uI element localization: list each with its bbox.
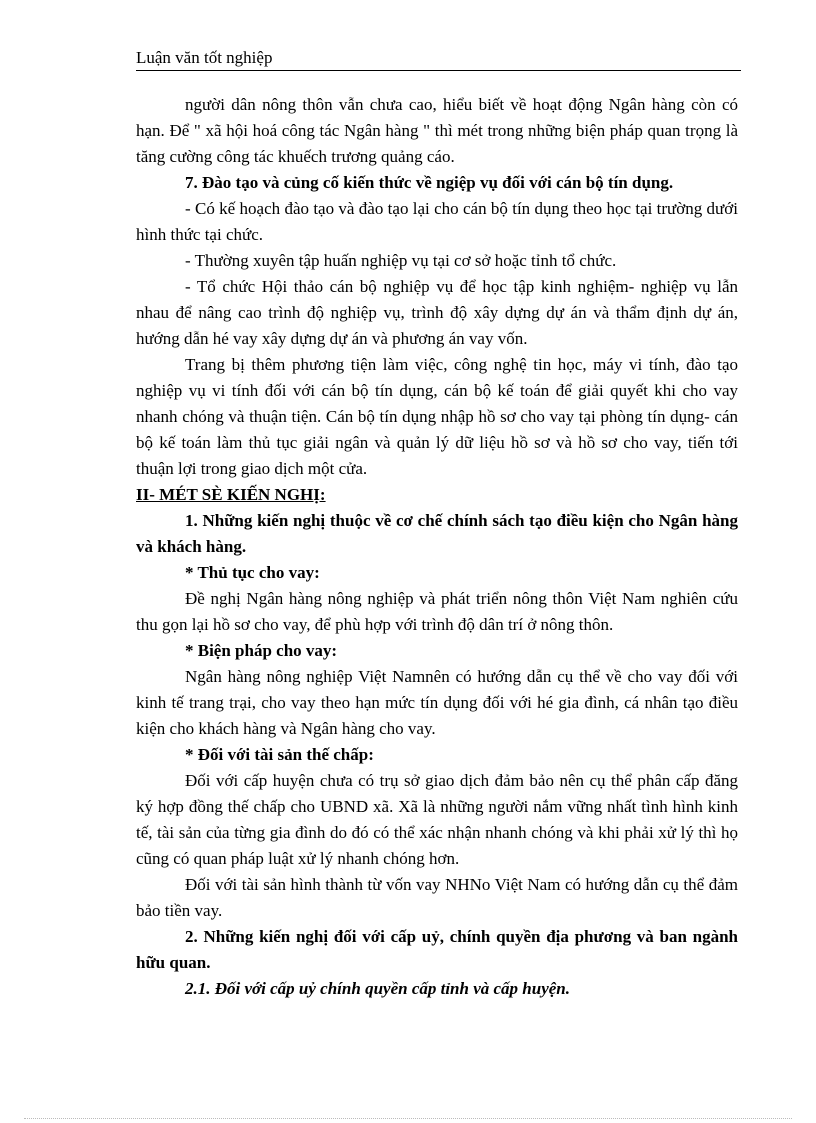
- paragraph-loan-measures: Ngân hàng nông nghiệp Việt Namnên có hướng dẫn cụ thể về cho vay đối với kinh tế trang trại, cho vay theo hạn mức tín dụng đối với hé gia đình, cá nhân tạo điều kiện cho khách hàng và Ngân hàng cho vay.: [136, 667, 738, 738]
- section-heading-7: 7. Đào tạo và củng cố kiến thức về ngiệp vụ đối với cán bộ tín dụng.: [185, 173, 674, 192]
- subsection-heading-2-1: 2.1. Đối với cấp uỷ chính quyền cấp tỉnh và cấp huyện.: [185, 979, 571, 998]
- paragraph-regular-training: - Thường xuyên tập huấn nghiệp vụ tại cơ sở hoặc tỉnh tổ chức.: [185, 251, 617, 270]
- subsection-heading-2: 2. Những kiến nghị đối với cấp uỷ, chính quyền địa phương và ban ngành hữu quan.: [136, 927, 738, 972]
- paragraph-loan-procedure: Đề nghị Ngân hàng nông nghiệp và phát triển nông thôn Việt Nam nghiên cứu thu gọn lại hồ sơ cho vay, để phù hợp với trình độ dân trí ở nông thôn.: [136, 589, 738, 634]
- paragraph-intro: người dân nông thôn vẫn chưa cao, hiểu biết về hoạt động Ngân hàng còn có hạn. Để " xã hội hoá công tác Ngân hàng " thì mét trong những biện pháp quan trọng là tăng cường công tác khuếch trương quảng cáo.: [136, 95, 738, 166]
- bullet-heading-collateral: * Đối với tài sản thế chấp:: [185, 745, 374, 764]
- header-title: Luận văn tốt nghiệp: [136, 48, 273, 67]
- page-bottom-border: [24, 1118, 792, 1119]
- document-body: [136, 92, 738, 1002]
- paragraph-collateral: Đối với cấp huyện chưa có trụ sở giao dịch đảm bảo nên cụ thể phân cấp đăng ký hợp đồng thế chấp cho UBND xã. Xã là những người nắm vững nhất tình hình kinh tế, tài sản của từng gia đình do đó có thể xác nhận nhanh chóng và khi phải xử lý thì họ cũng có quan pháp luật xử lý nhanh chóng hơn.: [136, 771, 738, 868]
- subsection-heading-1: 1. Những kiến nghị thuộc về cơ chế chính sách tạo điều kiện cho Ngân hàng và khách hàng.: [136, 511, 738, 556]
- bullet-heading-loan-procedure: * Thủ tục cho vay:: [185, 563, 320, 582]
- paragraph-equipment: Trang bị thêm phương tiện làm việc, công nghệ tin học, máy vi tính, đào tạo nghiệp vụ vi tính đối với cán bộ tín dụng, cán bộ kế toán để giải quyết khi cho vay nhanh chóng và thuận tiện. Cán bộ tín dụng nhập hồ sơ cho vay tại phòng tín dụng- cán bộ kế toán làm thủ tục giải ngân và quản lý dữ liệu hồ sơ và hồ sơ cho vay, tiến tới thuận lợi trong giao dịch một cửa.: [136, 355, 738, 478]
- section-heading-ii: II- MÉT SÈ KIẾN NGHỊ:: [136, 485, 326, 504]
- page-header: [136, 48, 741, 71]
- paragraph-workshops: - Tổ chức Hội thảo cán bộ nghiệp vụ để học tập kinh nghiệm- nghiệp vụ lẫn nhau để nâng cao trình độ nghiệp vụ, trình độ xây dựng dự án và thẩm định dự án, hướng dẫn hé vay xây dựng dự án và phương án vay vốn.: [136, 277, 738, 348]
- paragraph-assets-from-loans: Đối với tài sản hình thành từ vốn vay NHNo Việt Nam có hướng dẫn cụ thể đảm bảo tiền vay.: [136, 875, 738, 920]
- bullet-heading-loan-measures: * Biện pháp cho vay:: [185, 641, 338, 660]
- paragraph-training-plan: - Có kế hoạch đào tạo và đào tạo lại cho cán bộ tín dụng theo học tại trường dưới hình thức tại chức.: [136, 199, 738, 244]
